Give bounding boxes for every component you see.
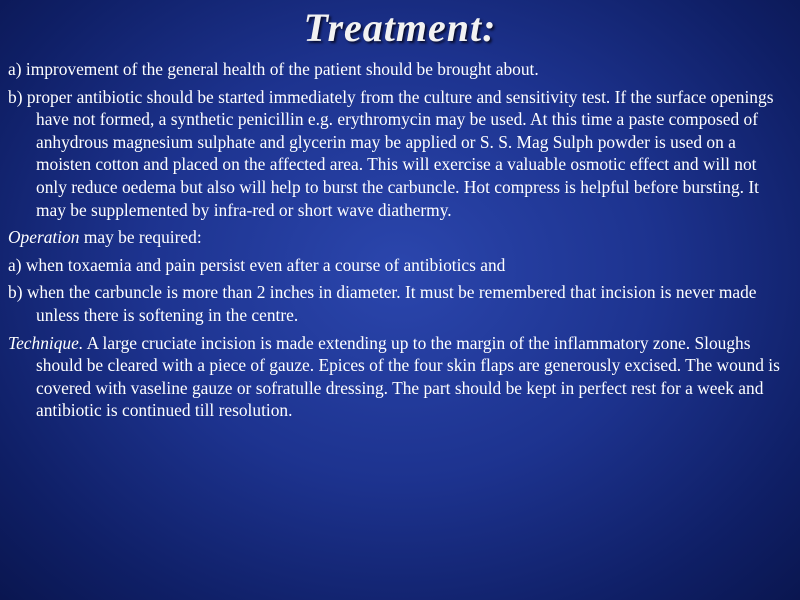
paragraph-text: A large cruciate incision is made extending up to the margin of the inflammatory zone. Sloughs should be cleared with a piece of gauze. Epices of the four skin flaps are generously excised. The wound is covered with vaseline gauze or sofratulle dressing. The part should be kept in perfect rest for a week and antibiotic is continued till resolution. xyxy=(36,332,780,421)
paragraph-general-health xyxy=(8,58,790,81)
paragraph-text: may be required: xyxy=(79,227,202,248)
slide-body xyxy=(8,58,790,427)
paragraph-toxaemia xyxy=(8,254,790,277)
slide-title: Treatment: xyxy=(303,5,497,50)
paragraph-technique xyxy=(8,332,790,422)
paragraph-text: b) proper antibiotic should be started immediately from the culture and sensitivity test. If the surface openings have not formed, a synthetic penicillin e.g. erythromycin may be used. At this time a paste composed of anhydrous magnesium sulphate and glycerin may be applied or S. S. Mag Sulph powder is used on a moisten cotton and placed on the affected area. This will exercise a valuable osmotic effect and will not only reduce oedema but also will help to burst the carbuncle. Hot compress is helpful before bursting. It may be supplemented by infra-red or short wave diathermy. xyxy=(8,86,774,220)
paragraph-operation xyxy=(8,226,790,249)
paragraph-text: a) when toxaemia and pain persist even after a course of antibiotics and xyxy=(8,254,506,275)
paragraph-antibiotic xyxy=(8,86,790,222)
operation-label: Operation xyxy=(8,227,80,248)
technique-label: Technique. xyxy=(8,332,84,353)
paragraph-text: b) when the carbuncle is more than 2 inches in diameter. It must be remembered that incision is never made unless there is softening in the centre. xyxy=(8,282,757,325)
paragraph-diameter xyxy=(8,281,790,326)
paragraph-text: a) improvement of the general health of the patient should be brought about. xyxy=(8,59,539,79)
